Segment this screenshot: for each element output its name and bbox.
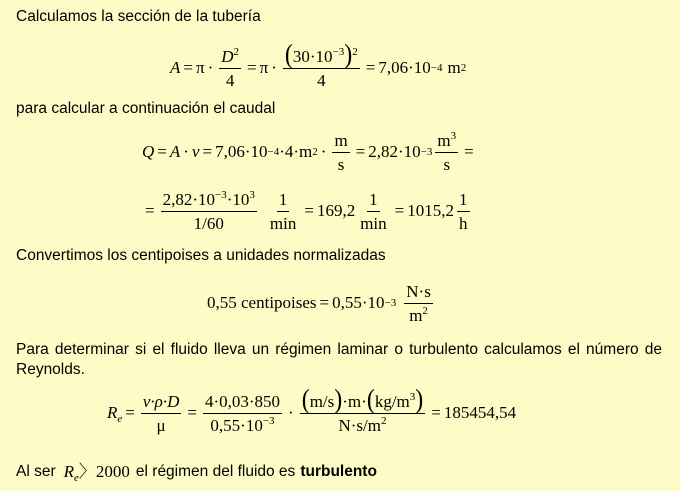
eq-flow-frac-h: $\frac{1}{h}$	[459, 189, 468, 233]
condition-expression: $R_e$〉2000	[63, 462, 130, 484]
eq-re-frac2: $\frac{4\cdot 0,03\cdot 850}{0,55\cdot 10^{-3}}$	[204, 391, 281, 435]
eq-area-lhs: A	[170, 58, 181, 77]
equation-flow-2: = $\frac{2,82\cdot 10^{-3}\cdot 10^3}{1/60}$ $\frac{1}{\min}$ = 169,2 $\frac{1}{\min}$ = 1015,2 $\frac{1}{h}$	[145, 188, 468, 233]
paragraph-reynolds: Para determinar si el fluido lleva un régimen laminar o turbulento calculamos el número de Reynolds.	[16, 341, 662, 378]
equation-reynolds: $R_e$ = $\frac{v\cdot\rho\cdot D}{\mu}$ = $\frac{4\cdot 0,03\cdot 850}{0,55\cdot 10^{-3}}$ · $\frac{(m/s)\cdot m\cdot(kg/m^3)}{N\cdot s/m^2}$ = 185454,54	[107, 384, 517, 435]
paragraph-conclusion: Al ser $R_e$〉2000 el régimen del fluido es turbulento	[16, 462, 377, 484]
eq-re-frac1: $\frac{v\cdot\rho\cdot D}{\mu}$	[142, 391, 180, 435]
eq-area-frac1: $\frac{D^2}{4}$	[221, 45, 240, 90]
paragraph-flow: para calcular a continuación el caudal	[16, 100, 276, 117]
eq-flow-frac3: $\frac{2,82\cdot 10^{-3}\cdot 10^3}{1/60}$	[162, 188, 255, 233]
paragraph-section: Calculamos la sección de la tubería	[16, 8, 261, 25]
equation-viscosity: 0,55 centipoises = 0,55·10 −3 $\frac{N\cdot s}{m^2}$	[207, 281, 431, 325]
eq-flow-frac-m3s: $\frac{m^3}{s}$	[437, 129, 457, 174]
equation-area: A = π · $\frac{D^2}{4}$ = π · $\frac{(30\cdot 10^{-3})^2}{4}$ = 7,06·10 −4 m 2	[170, 39, 467, 90]
paragraph-viscosity: Convertimos los centipoises a unidades normalizadas	[16, 247, 386, 264]
eq-flow-frac-ms: $\frac{m}{s}$	[334, 130, 348, 174]
eq-flow-frac-min1: $\frac{1}{\min}$	[269, 189, 297, 233]
result-turbulent: turbulento	[300, 463, 377, 480]
eq-visc-frac: $\frac{N\cdot s}{m^2}$	[406, 281, 431, 325]
eq-re-frac3: $\frac{(m/s)\cdot m\cdot(kg/m^3)}{N\cdot s/m^2}$	[301, 384, 424, 435]
eq-area-frac2: $\frac{(30\cdot 10^{-3})^2}{4}$	[284, 39, 358, 90]
equation-flow-1: Q = A · v = 7,06·10 −4 ·4·m 2 · $\frac{m}{s}$ = 2,82·10 −3 $\frac{m^3}{s}$ =	[142, 129, 474, 174]
eq-flow-frac-min2: $\frac{1}{\min}$	[360, 189, 387, 233]
eq-area-pi: π	[195, 58, 205, 77]
